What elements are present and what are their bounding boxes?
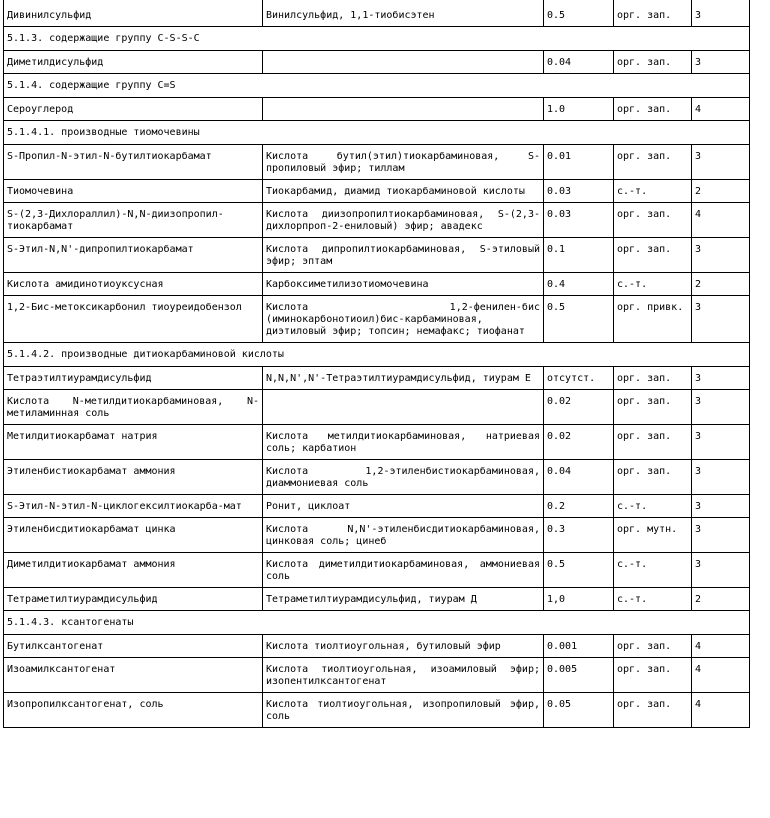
- table-row: [4, 98, 750, 121]
- hazard-class-cell: 4: [692, 635, 750, 658]
- synonyms-cell: Карбоксиметилизотиомочевина: [263, 273, 544, 296]
- concentration-cell: 0.001: [544, 635, 614, 658]
- table-row: [4, 495, 750, 518]
- hazard-class-cell: 4: [692, 203, 750, 238]
- substance-name-cell: Дивинилсульфид: [4, 0, 263, 27]
- harm-indicator-cell: орг. зап.: [614, 203, 692, 238]
- harm-indicator-cell: орг. зап.: [614, 693, 692, 728]
- harm-indicator-cell: орг. привк.: [614, 296, 692, 343]
- hazard-class-cell: 4: [692, 693, 750, 728]
- table-row: [4, 553, 750, 588]
- hazard-class-cell: 3: [692, 51, 750, 74]
- section-heading: 5.1.4. содержащие группу C=S: [4, 74, 750, 98]
- synonyms-cell: [263, 51, 544, 74]
- harm-indicator-cell: с.-т.: [614, 588, 692, 611]
- hazard-class-cell: 3: [692, 553, 750, 588]
- synonyms-cell: Кислота 1,2-фенилен-бис (иминокарбонотиоил)бис-карбаминовая, диэтиловый эфир; топсин; немафакс; тиофанат: [263, 296, 544, 343]
- harm-indicator-cell: орг. зап.: [614, 635, 692, 658]
- synonyms-cell: Кислота N,N'-этиленбисдитиокарбаминовая, цинковая соль; цинеб: [263, 518, 544, 553]
- concentration-cell: 0.4: [544, 273, 614, 296]
- table-row: [4, 273, 750, 296]
- table-row: [4, 518, 750, 553]
- substance-name-cell: S-Пропил-N-этил-N-бутилтиокарбамат: [4, 145, 263, 180]
- concentration-cell: 0.01: [544, 145, 614, 180]
- synonyms-cell: Кислота метилдитиокарбаминовая, натриевая соль; карбатион: [263, 425, 544, 460]
- synonyms-cell: Кислота тиолтиоугольная, изопропиловый эфир, соль: [263, 693, 544, 728]
- hazard-class-cell: 2: [692, 180, 750, 203]
- concentration-cell: 0.5: [544, 0, 614, 27]
- synonyms-cell: Ронит, циклоат: [263, 495, 544, 518]
- hazard-class-cell: 3: [692, 0, 750, 27]
- concentration-cell: 0.02: [544, 390, 614, 425]
- concentration-cell: 0.3: [544, 518, 614, 553]
- table-row: [4, 145, 750, 180]
- concentration-cell: 0.02: [544, 425, 614, 460]
- hazard-class-cell: 3: [692, 425, 750, 460]
- concentration-cell: 1.0: [544, 98, 614, 121]
- hazard-class-cell: 3: [692, 518, 750, 553]
- section-heading-row: [4, 74, 750, 98]
- hazard-class-cell: 4: [692, 658, 750, 693]
- synonyms-cell: Кислота тиолтиоугольная, бутиловый эфир: [263, 635, 544, 658]
- harm-indicator-cell: с.-т.: [614, 180, 692, 203]
- section-heading: 5.1.3. содержащие группу C-S-S-C: [4, 27, 750, 51]
- concentration-cell: 0.03: [544, 203, 614, 238]
- harm-indicator-cell: орг. зап.: [614, 460, 692, 495]
- harm-indicator-cell: орг. зап.: [614, 390, 692, 425]
- table-row: [4, 390, 750, 425]
- table-row: [4, 367, 750, 390]
- section-heading-row: [4, 611, 750, 635]
- synonyms-cell: [263, 390, 544, 425]
- harm-indicator-cell: с.-т.: [614, 495, 692, 518]
- concentration-cell: 0.5: [544, 553, 614, 588]
- synonyms-cell: N,N,N',N'-Тетраэтилтиурамдисульфид, тиурам Е: [263, 367, 544, 390]
- table-row: [4, 425, 750, 460]
- concentration-cell: 0.04: [544, 460, 614, 495]
- substance-name-cell: S-(2,3-Дихлораллил)-N,N-диизопропил-тиокарбамат: [4, 203, 263, 238]
- section-heading-row: [4, 121, 750, 145]
- substance-name-cell: Изопропилксантогенат, соль: [4, 693, 263, 728]
- substance-name-cell: Сероуглерод: [4, 98, 263, 121]
- table-row: [4, 203, 750, 238]
- substance-name-cell: Тиомочевина: [4, 180, 263, 203]
- hazard-class-cell: 3: [692, 495, 750, 518]
- section-heading-row: [4, 343, 750, 367]
- table-row: [4, 460, 750, 495]
- substance-name-cell: 1,2-Бис-метоксикарбонил тиоуреидобензол: [4, 296, 263, 343]
- section-heading: 5.1.4.1. производные тиомочевины: [4, 121, 750, 145]
- harm-indicator-cell: орг. зап.: [614, 238, 692, 273]
- hazard-class-cell: 3: [692, 296, 750, 343]
- table-row: [4, 588, 750, 611]
- concentration-cell: 0.1: [544, 238, 614, 273]
- section-heading: 5.1.4.3. ксантогенаты: [4, 611, 750, 635]
- concentration-cell: 0.03: [544, 180, 614, 203]
- synonyms-cell: [263, 98, 544, 121]
- harm-indicator-cell: с.-т.: [614, 553, 692, 588]
- substance-name-cell: Этиленбистиокарбамат аммония: [4, 460, 263, 495]
- hazard-class-cell: 4: [692, 98, 750, 121]
- table-row: [4, 296, 750, 343]
- table-body: [4, 0, 750, 728]
- table-row: [4, 51, 750, 74]
- hazard-class-cell: 2: [692, 273, 750, 296]
- synonyms-cell: Тиокарбамид, диамид тиокарбаминовой кислоты: [263, 180, 544, 203]
- substance-name-cell: Диметилдитиокарбамат аммония: [4, 553, 263, 588]
- substances-table: [3, 0, 750, 728]
- table-row: [4, 658, 750, 693]
- concentration-cell: отсутст.: [544, 367, 614, 390]
- synonyms-cell: Кислота тиолтиоугольная, изоамиловый эфир; изопентилксантогенат: [263, 658, 544, 693]
- hazard-class-cell: 3: [692, 390, 750, 425]
- substance-name-cell: Изоамилксантогенат: [4, 658, 263, 693]
- substance-name-cell: Диметилдисульфид: [4, 51, 263, 74]
- substance-name-cell: S-Этил-N,N'-дипропилтиокарбамат: [4, 238, 263, 273]
- substance-name-cell: Кислота амидинотиоуксусная: [4, 273, 263, 296]
- harm-indicator-cell: орг. зап.: [614, 425, 692, 460]
- substance-name-cell: Этиленбисдитиокарбамат цинка: [4, 518, 263, 553]
- synonyms-cell: Кислота 1,2-этиленбистиокарбаминовая, диаммониевая соль: [263, 460, 544, 495]
- synonyms-cell: Винилсульфид, 1,1-тиобисэтен: [263, 0, 544, 27]
- hazard-class-cell: 3: [692, 460, 750, 495]
- table-row: [4, 180, 750, 203]
- table-row: [4, 238, 750, 273]
- harm-indicator-cell: орг. зап.: [614, 658, 692, 693]
- harm-indicator-cell: с.-т.: [614, 273, 692, 296]
- concentration-cell: 0.05: [544, 693, 614, 728]
- document-page: [3, 0, 750, 728]
- harm-indicator-cell: орг. зап.: [614, 98, 692, 121]
- substance-name-cell: Тетраметилтиурамдисульфид: [4, 588, 263, 611]
- harm-indicator-cell: орг. зап.: [614, 367, 692, 390]
- substance-name-cell: Тетраэтилтиурамдисульфид: [4, 367, 263, 390]
- synonyms-cell: Кислота диизопропилтиокарбаминовая, S-(2,3-дихлорпроп-2-ениловый) эфир; авадекс: [263, 203, 544, 238]
- synonyms-cell: Кислота бутил(этил)тиокарбаминовая, S-пропиловый эфир; тиллам: [263, 145, 544, 180]
- hazard-class-cell: 3: [692, 145, 750, 180]
- substance-name-cell: S-Этил-N-этил-N-циклогексилтиокарба-мат: [4, 495, 263, 518]
- substance-name-cell: Метилдитиокарбамат натрия: [4, 425, 263, 460]
- harm-indicator-cell: орг. зап.: [614, 0, 692, 27]
- substance-name-cell: Бутилксантогенат: [4, 635, 263, 658]
- concentration-cell: 0.2: [544, 495, 614, 518]
- concentration-cell: 0.04: [544, 51, 614, 74]
- synonyms-cell: Кислота диметилдитиокарбаминовая, аммониевая соль: [263, 553, 544, 588]
- table-row: [4, 693, 750, 728]
- substance-name-cell: Кислота N-метилдитиокарбаминовая, N-метиламинная соль: [4, 390, 263, 425]
- table-row: [4, 0, 750, 27]
- synonyms-cell: Тетраметилтиурамдисульфид, тиурам Д: [263, 588, 544, 611]
- hazard-class-cell: 3: [692, 238, 750, 273]
- hazard-class-cell: 3: [692, 367, 750, 390]
- concentration-cell: 0.005: [544, 658, 614, 693]
- concentration-cell: 1,0: [544, 588, 614, 611]
- synonyms-cell: Кислота дипропилтиокарбаминовая, S-этиловый эфир; эптам: [263, 238, 544, 273]
- concentration-cell: 0.5: [544, 296, 614, 343]
- harm-indicator-cell: орг. мутн.: [614, 518, 692, 553]
- harm-indicator-cell: орг. зап.: [614, 51, 692, 74]
- hazard-class-cell: 2: [692, 588, 750, 611]
- section-heading-row: [4, 27, 750, 51]
- harm-indicator-cell: орг. зап.: [614, 145, 692, 180]
- section-heading: 5.1.4.2. производные дитиокарбаминовой кислоты: [4, 343, 750, 367]
- table-row: [4, 635, 750, 658]
